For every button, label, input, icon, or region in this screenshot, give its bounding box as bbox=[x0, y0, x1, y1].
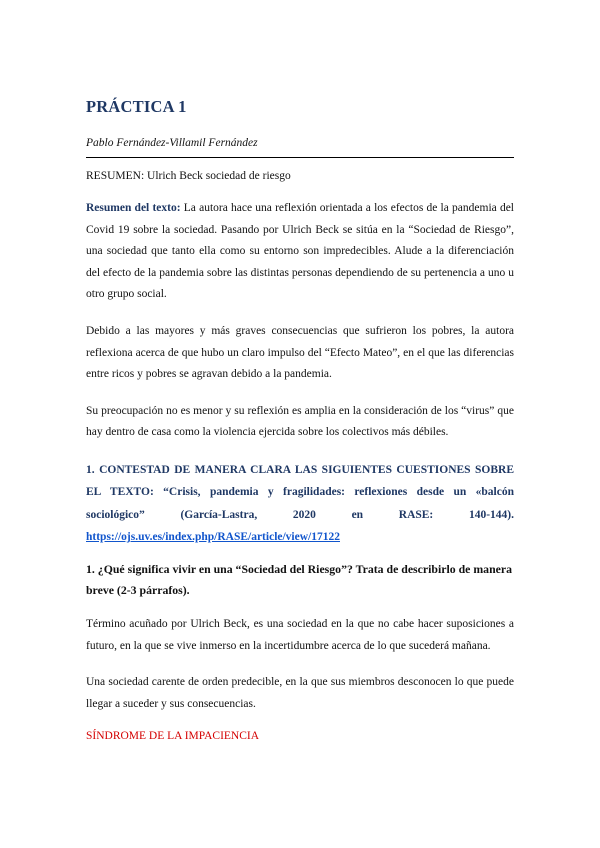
summary-paragraph-1 bbox=[86, 198, 514, 306]
resumen-line: RESUMEN: Ulrich Beck sociedad de riesgo bbox=[86, 170, 291, 182]
summary-paragraph-1-text: La autora hace una reflexión orientada a los efectos de la pandemia del Covid 19 sobre la sociedad. Pasando por Ulrich Beck se sitúa en la “Sociedad de Riesgo”, una sociedad que tanto ella como su entorno son impredecibles. Alude a la diferenciación del efecto de la pandemia sobre las distintas personas dependiendo de su pertenencia a uno u otro grupo social. bbox=[86, 202, 515, 301]
section-1-heading-text: 1. CONTESTAD DE MANERA CLARA LAS SIGUIENTES CUESTIONES SOBRE EL TEXTO: “Crisis, pandemia y fragilidades: reflexiones desde un «balcón sociológico” (García-Lastra, 2020 en RASE: 140-144). bbox=[86, 463, 514, 521]
impatience-syndrome-heading: SÍNDROME DE LA IMPACIENCIA bbox=[86, 730, 260, 743]
answer-1-paragraph-2: Una sociedad carente de orden predecible, en la que sus miembros desconocen lo que puede llegar a suceder y sus consecuencias. bbox=[86, 676, 514, 710]
answer-1-paragraph-1: Término acuñado por Ulrich Beck, es una sociedad en la que no cabe hacer suposiciones a futuro, en la que se vive inmerso en la incertidumbre acerca de lo que sucederá mañana. bbox=[86, 617, 514, 652]
page-title: PRÁCTICA 1 bbox=[86, 97, 187, 116]
author-name: Pablo Fernández-Villamil Fernández bbox=[86, 137, 258, 149]
header-divider bbox=[86, 157, 514, 158]
summary-paragraph-3: Su preocupación no es menor y su reflexión es amplia en la consideración de los “virus” que hay dentro de casa como la violencia ejercida sobre los colectivos más débiles. bbox=[86, 404, 514, 439]
summary-lead-label: Resumen del texto: bbox=[86, 202, 181, 214]
section-1-heading bbox=[86, 459, 514, 549]
article-link[interactable]: https://ojs.uv.es/index.php/RASE/article/view/17122 bbox=[86, 531, 340, 544]
question-1: 1. ¿Qué significa vivir en una “Sociedad del Riesgo”? Trata de describirlo de manera breve (2-3 párrafos). bbox=[86, 561, 512, 597]
document-body bbox=[86, 198, 514, 742]
summary-paragraph-2: Debido a las mayores y más graves consecuencias que sufrieron los pobres, la autora reflexiona acerca de que hubo un claro impulso del “Efecto Mateo”, en el que las diferencias entre ricos y pobres se agravan debido a la pandemia. bbox=[86, 324, 514, 381]
